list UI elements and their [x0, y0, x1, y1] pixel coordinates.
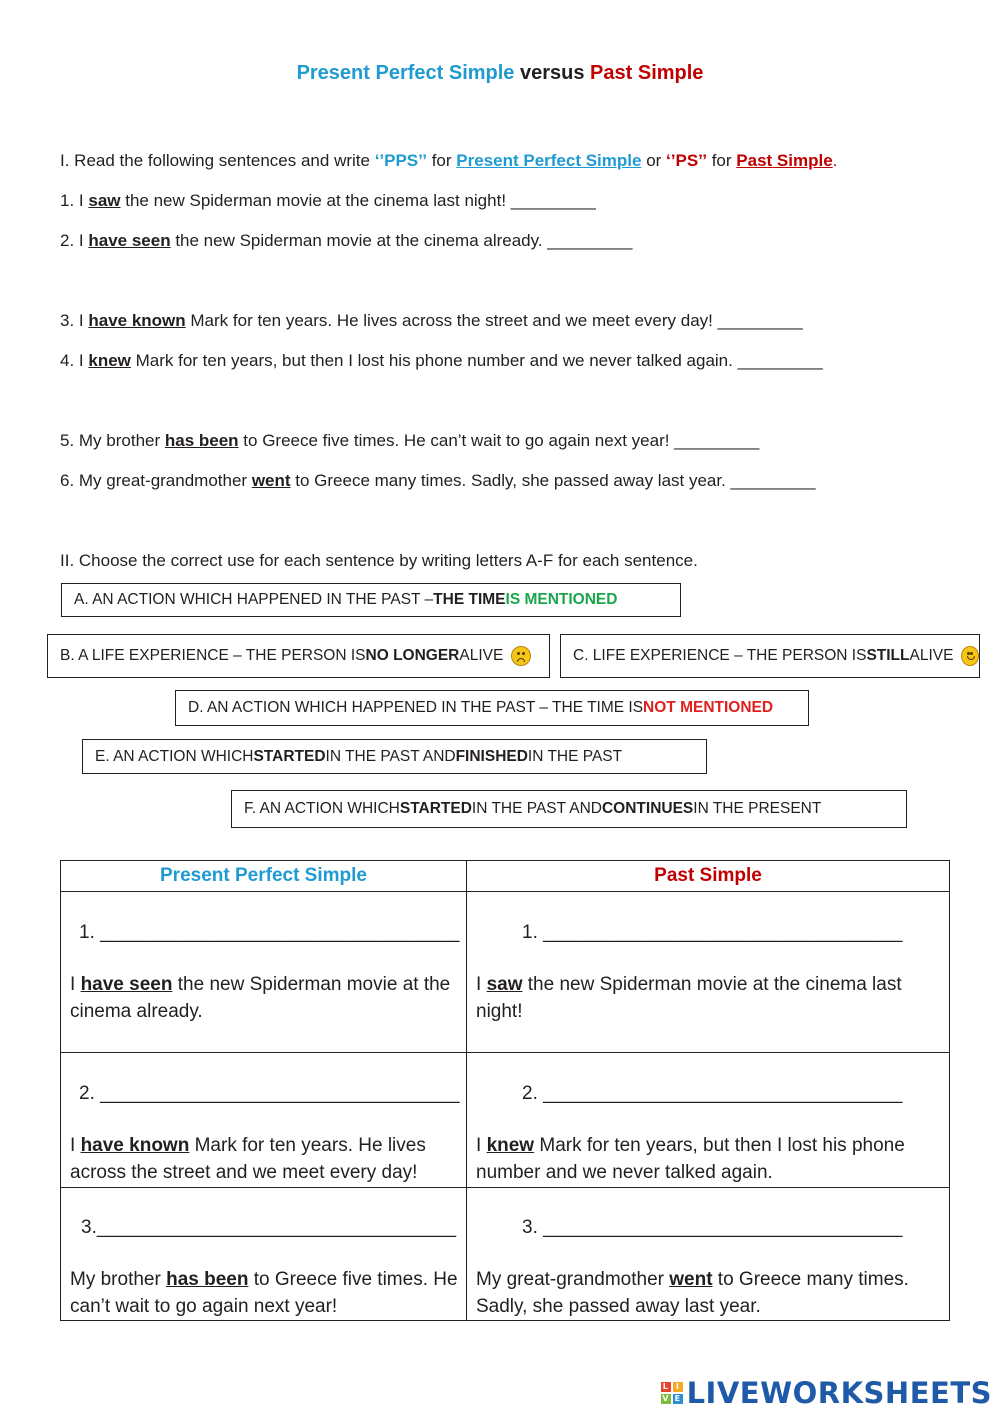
sentence-verb: has been [166, 1269, 249, 1290]
item-text: 3. I [60, 311, 89, 330]
example-sentence [476, 1132, 941, 1186]
sentence-verb: saw [486, 974, 523, 995]
sentence-text: I [70, 1135, 81, 1156]
option-e-box [82, 739, 707, 774]
exercise-item-3[interactable] [60, 311, 803, 331]
item-text: Mark for ten years. He lives across the street and we meet every day! _________ [185, 311, 803, 330]
sentence-text: I [70, 974, 81, 995]
example-sentence [70, 1132, 458, 1186]
page-title [0, 62, 1000, 85]
option-a-box [61, 583, 681, 617]
option-f-box [231, 790, 907, 828]
section2-instructions: II. Choose the correct use for each sentence by writing letters A-F for each sentence. [60, 551, 698, 570]
item-text: 2. I [60, 231, 89, 250]
example-sentence [70, 971, 458, 1025]
instr-ps: ‘’PS’’ [666, 151, 707, 170]
option-bold: STARTED [399, 800, 472, 817]
item-text: the new Spiderman movie at the cinema already. _________ [170, 231, 633, 250]
item-verb: knew [88, 351, 131, 370]
column-header-ps: Past Simple [467, 861, 950, 892]
table-cell-pps-2 [61, 1053, 467, 1188]
item-text: 1. I [60, 191, 89, 210]
option-highlight: IS MENTIONED [505, 591, 618, 608]
liveworksheets-logo[interactable] [661, 1376, 992, 1410]
title-ps: Past Simple [590, 62, 704, 84]
exercise-item-4[interactable] [60, 351, 823, 371]
table-cell-pps-1 [61, 892, 467, 1053]
instr-ps-full: Past Simple [736, 151, 833, 170]
sentence-text: the new Spiderman movie at the cinema last night! [476, 974, 902, 1022]
sentence-verb: have seen [80, 974, 173, 995]
logo-mark-icon: L I V E [661, 1382, 683, 1404]
option-bold: FINISHED [455, 747, 528, 765]
item-text: 5. My brother [60, 431, 165, 450]
sad-face-icon [511, 646, 531, 666]
instr-text: I. Read the following sentences and write [60, 151, 375, 170]
option-b-box [47, 634, 550, 678]
example-sentence [476, 1266, 941, 1320]
happy-face-icon [961, 646, 979, 666]
option-text: E. AN ACTION WHICH [95, 747, 254, 765]
exercise-item-6[interactable] [60, 471, 816, 491]
answer-blank[interactable]: 3.__________________________________ [81, 1217, 457, 1238]
option-text: IN THE PRESENT [693, 800, 822, 817]
item-text: 6. My great-grandmother [60, 471, 252, 490]
sentence-text: My brother [70, 1269, 167, 1290]
item-verb: saw [88, 191, 121, 210]
item-text: to Greece five times. He can’t wait to go again next year! _________ [238, 431, 760, 450]
answer-blank[interactable]: 1. __________________________________ [522, 922, 903, 943]
table-cell-ps-3 [467, 1188, 950, 1321]
answer-blank[interactable]: 2. __________________________________ [522, 1083, 903, 1104]
item-verb: went [251, 471, 291, 490]
table-row [61, 892, 950, 1053]
option-bold: THE TIME [433, 591, 506, 608]
sentence-text: I [476, 1135, 487, 1156]
option-text: D. AN ACTION WHICH HAPPENED IN THE PAST – THE TIME IS [188, 699, 644, 716]
option-bold: NO LONGER [365, 647, 460, 664]
item-text: the new Spiderman movie at the cinema last night! _________ [120, 191, 596, 210]
option-text: IN THE PAST AND [325, 747, 456, 765]
example-sentence [476, 971, 941, 1025]
option-text: A. AN ACTION WHICH HAPPENED IN THE PAST – [74, 591, 434, 608]
item-text: Mark for ten years, but then I lost his phone number and we never talked again. _________ [130, 351, 823, 370]
option-highlight: NOT MENTIONED [643, 699, 774, 716]
item-verb: have known [88, 311, 186, 330]
comparison-table [60, 860, 950, 1321]
exercise-item-2[interactable] [60, 231, 632, 251]
sentence-text: Mark for ten years, but then I lost his phone number and we never talked again. [476, 1135, 905, 1183]
option-bold: STILL [866, 647, 910, 664]
option-d-box [175, 690, 809, 726]
instr-pps: ‘’PPS’’ [374, 151, 427, 170]
example-sentence [70, 1266, 458, 1320]
title-pps: Present Perfect Simple [296, 62, 515, 84]
logo-text: LIVEWORKSHEETS [686, 1376, 992, 1410]
instr-pps-full: Present Perfect Simple [456, 151, 642, 170]
section1-instructions [60, 151, 837, 171]
instr-text: for [706, 151, 737, 170]
sentence-verb: knew [486, 1135, 535, 1156]
sentence-text: I [476, 974, 487, 995]
table-row [61, 1188, 950, 1321]
option-text: ALIVE [909, 647, 954, 664]
sentence-text: My great-grandmother [476, 1269, 670, 1290]
sentence-verb: have known [80, 1135, 190, 1156]
option-text: IN THE PAST [527, 747, 623, 765]
item-verb: have seen [88, 231, 171, 250]
title-versus: versus [514, 62, 591, 84]
option-text: ALIVE [459, 647, 504, 664]
sentence-text: to Greece many times. Sadly, she passed away last year. [476, 1269, 909, 1317]
table-row [61, 1053, 950, 1188]
sentence-text: the new Spiderman movie at the cinema already. [70, 974, 451, 1022]
option-text: IN THE PAST AND [471, 800, 602, 817]
item-text: to Greece many times. Sadly, she passed away last year. _________ [290, 471, 816, 490]
answer-blank[interactable]: 2. __________________________________ [79, 1083, 460, 1104]
option-text: B. A LIFE EXPERIENCE – THE PERSON IS [60, 647, 366, 664]
sentence-text: to Greece five times. He can’t wait to go again next year! [70, 1269, 458, 1317]
option-c-box [560, 634, 980, 678]
item-verb: has been [164, 431, 239, 450]
sentence-text: Mark for ten years. He lives across the street and we meet every day! [70, 1135, 426, 1183]
table-cell-ps-2 [467, 1053, 950, 1188]
option-bold: STARTED [253, 747, 326, 765]
instr-period: . [832, 151, 838, 170]
table-cell-pps-3 [61, 1188, 467, 1321]
sentence-verb: went [669, 1269, 713, 1290]
option-text: F. AN ACTION WHICH [244, 800, 400, 817]
answer-blank[interactable]: 1. __________________________________ [79, 922, 460, 943]
instr-text: or [641, 151, 667, 170]
option-bold: CONTINUES [601, 800, 694, 817]
option-text: C. LIFE EXPERIENCE – THE PERSON IS [573, 647, 867, 664]
item-text: 4. I [60, 351, 89, 370]
exercise-item-1[interactable] [60, 191, 596, 211]
column-header-pps: Present Perfect Simple [61, 861, 467, 892]
instr-text: for [426, 151, 457, 170]
answer-blank[interactable]: 3. __________________________________ [522, 1217, 903, 1238]
exercise-item-5[interactable] [60, 431, 759, 451]
table-cell-ps-1 [467, 892, 950, 1053]
